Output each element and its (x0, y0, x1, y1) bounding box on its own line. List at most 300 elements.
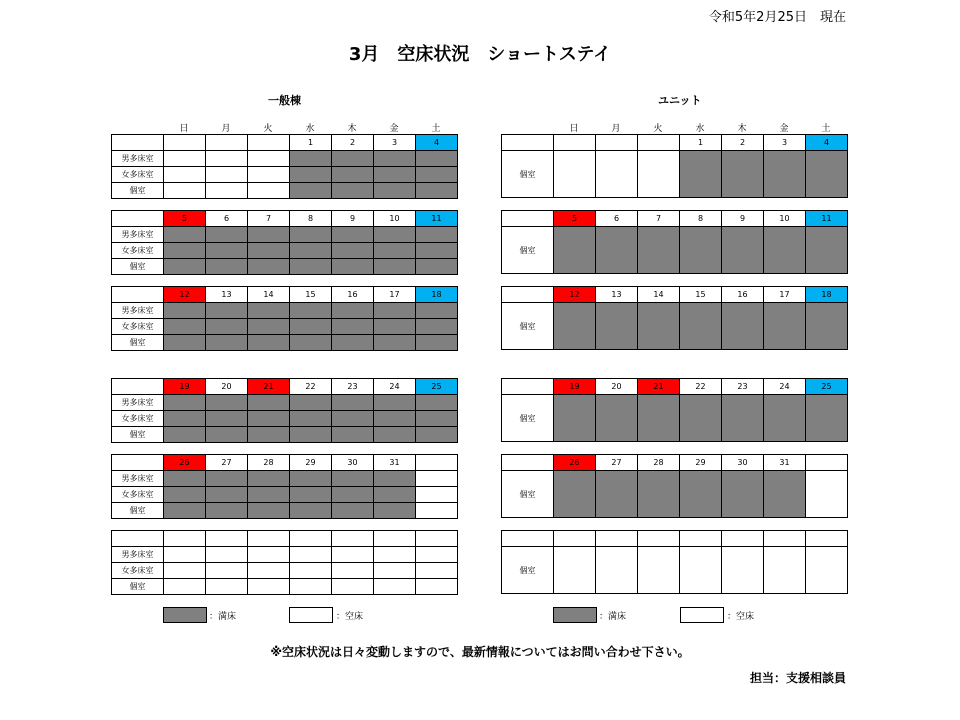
status-cell-full (206, 243, 248, 259)
general-day-header: 日 (179, 124, 189, 134)
date-row-corner (112, 135, 164, 151)
room-type-label: 個室 (112, 335, 164, 351)
current-date: 令和5年2月25日 現在 (708, 10, 846, 25)
status-cell-full (206, 487, 248, 503)
status-cell-empty (164, 151, 206, 167)
date-cell (596, 135, 638, 151)
status-cell-full (764, 303, 806, 350)
status-cell-full (206, 319, 248, 335)
date-cell (332, 531, 374, 547)
status-cell-full (290, 319, 332, 335)
status-cell-full (164, 395, 206, 411)
status-cell-empty (248, 183, 290, 199)
status-cell-full (290, 259, 332, 275)
general-week-block (111, 454, 458, 519)
status-cell-full (416, 335, 458, 351)
legend-empty-swatch (289, 607, 333, 623)
unit-week-block (501, 134, 848, 198)
status-cell-full (290, 503, 332, 519)
status-cell-full (374, 167, 416, 183)
room-type-label: 女多床室 (112, 411, 164, 427)
date-row-corner (502, 135, 554, 151)
date-row-corner (502, 379, 554, 395)
status-cell-empty (206, 547, 248, 563)
status-cell-full (554, 227, 596, 274)
room-type-label: 女多床室 (112, 243, 164, 259)
date-cell: 20 (596, 379, 638, 395)
date-cell: 23 (722, 379, 764, 395)
status-cell-full (722, 395, 764, 442)
status-cell-full (206, 303, 248, 319)
date-cell: 2 (722, 135, 764, 151)
date-cell: 5 (554, 211, 596, 227)
status-cell-full (290, 487, 332, 503)
date-cell: 17 (374, 287, 416, 303)
date-cell: 26 (164, 455, 206, 471)
status-cell-full (416, 183, 458, 199)
unit-day-header: 金 (779, 124, 789, 134)
room-type-label: 個室 (502, 395, 554, 442)
date-cell: 22 (290, 379, 332, 395)
status-cell-empty (416, 487, 458, 503)
general-day-header: 金 (389, 124, 399, 134)
status-cell-empty (806, 547, 848, 594)
unit-day-header: 日 (569, 124, 579, 134)
date-cell: 27 (596, 455, 638, 471)
status-cell-empty (164, 547, 206, 563)
status-cell-empty (290, 579, 332, 595)
date-cell: 22 (680, 379, 722, 395)
date-cell: 18 (806, 287, 848, 303)
status-cell-full (332, 151, 374, 167)
status-cell-full (248, 503, 290, 519)
date-cell (416, 455, 458, 471)
status-cell-full (554, 303, 596, 350)
status-cell-full (374, 183, 416, 199)
status-cell-full (596, 227, 638, 274)
general-week-block (111, 378, 458, 443)
status-cell-empty (290, 563, 332, 579)
date-row-corner (112, 531, 164, 547)
status-cell-full (416, 167, 458, 183)
status-cell-full (680, 471, 722, 518)
unit-day-header: 土 (821, 124, 831, 134)
date-cell (596, 531, 638, 547)
status-cell-full (374, 151, 416, 167)
date-cell: 3 (374, 135, 416, 151)
status-cell-full (374, 335, 416, 351)
status-cell-full (416, 259, 458, 275)
status-cell-full (638, 395, 680, 442)
status-cell-empty (416, 563, 458, 579)
status-cell-empty (206, 167, 248, 183)
status-cell-full (332, 183, 374, 199)
status-cell-empty (206, 183, 248, 199)
status-cell-full (206, 411, 248, 427)
general-day-header: 火 (263, 124, 273, 134)
status-cell-full (416, 243, 458, 259)
date-cell: 14 (638, 287, 680, 303)
room-type-label: 男多床室 (112, 547, 164, 563)
status-cell-full (248, 227, 290, 243)
unit-week-block (501, 530, 848, 594)
date-cell: 1 (290, 135, 332, 151)
status-cell-empty (374, 547, 416, 563)
status-cell-empty (722, 547, 764, 594)
date-cell (248, 135, 290, 151)
status-cell-full (248, 319, 290, 335)
status-cell-full (374, 411, 416, 427)
status-cell-full (290, 303, 332, 319)
status-cell-empty (416, 471, 458, 487)
status-cell-full (806, 227, 848, 274)
date-cell (164, 531, 206, 547)
status-cell-empty (248, 151, 290, 167)
date-cell (638, 135, 680, 151)
date-cell: 8 (680, 211, 722, 227)
status-cell-full (332, 303, 374, 319)
status-cell-full (332, 227, 374, 243)
date-row-corner (112, 287, 164, 303)
status-cell-full (164, 471, 206, 487)
date-cell: 10 (764, 211, 806, 227)
status-cell-empty (596, 151, 638, 198)
status-cell-full (596, 471, 638, 518)
date-cell (638, 531, 680, 547)
status-cell-empty (416, 503, 458, 519)
status-cell-full (680, 227, 722, 274)
date-cell: 20 (206, 379, 248, 395)
status-cell-full (554, 395, 596, 442)
status-cell-full (206, 395, 248, 411)
status-cell-full (164, 503, 206, 519)
date-cell: 1 (680, 135, 722, 151)
room-type-label: 個室 (502, 471, 554, 518)
date-row-corner (502, 211, 554, 227)
status-cell-full (596, 303, 638, 350)
date-cell: 17 (764, 287, 806, 303)
date-cell: 21 (638, 379, 680, 395)
general-week-block (111, 210, 458, 275)
status-cell-empty (374, 563, 416, 579)
status-cell-full (416, 303, 458, 319)
general-day-header: 木 (347, 124, 357, 134)
status-cell-full (596, 395, 638, 442)
status-cell-empty (206, 579, 248, 595)
date-cell: 19 (554, 379, 596, 395)
status-cell-full (416, 319, 458, 335)
status-cell-empty (554, 547, 596, 594)
status-cell-empty (248, 579, 290, 595)
room-type-label: 女多床室 (112, 319, 164, 335)
date-cell: 12 (554, 287, 596, 303)
status-cell-empty (638, 151, 680, 198)
status-cell-full (332, 503, 374, 519)
status-cell-empty (164, 563, 206, 579)
general-week-block (111, 134, 458, 199)
room-type-label: 男多床室 (112, 151, 164, 167)
status-cell-full (332, 167, 374, 183)
status-cell-empty (164, 579, 206, 595)
room-type-label: 個室 (112, 427, 164, 443)
status-cell-full (680, 303, 722, 350)
legend-full-swatch (163, 607, 207, 623)
date-cell: 3 (764, 135, 806, 151)
status-cell-full (638, 227, 680, 274)
status-cell-full (290, 183, 332, 199)
date-cell (554, 531, 596, 547)
room-type-label: 個室 (502, 547, 554, 594)
status-cell-full (164, 319, 206, 335)
date-cell (680, 531, 722, 547)
room-type-label: 女多床室 (112, 487, 164, 503)
unit-day-header: 水 (695, 124, 705, 134)
status-cell-full (332, 427, 374, 443)
status-cell-full (164, 227, 206, 243)
unit-week-block (501, 454, 848, 518)
room-type-label: 個室 (112, 579, 164, 595)
date-cell: 2 (332, 135, 374, 151)
status-cell-full (374, 243, 416, 259)
status-cell-full (290, 335, 332, 351)
unit-ward-title: ユニット (658, 94, 702, 107)
status-cell-full (248, 487, 290, 503)
room-type-label: 個室 (502, 227, 554, 274)
status-cell-empty (332, 547, 374, 563)
status-cell-full (248, 303, 290, 319)
status-cell-full (374, 303, 416, 319)
status-cell-full (374, 227, 416, 243)
status-cell-full (248, 411, 290, 427)
status-cell-full (416, 151, 458, 167)
status-cell-full (332, 487, 374, 503)
status-cell-full (806, 303, 848, 350)
status-cell-empty (248, 167, 290, 183)
status-cell-full (374, 319, 416, 335)
general-week-block (111, 286, 458, 351)
date-cell: 6 (596, 211, 638, 227)
status-cell-full (290, 427, 332, 443)
date-cell: 30 (722, 455, 764, 471)
date-cell: 28 (638, 455, 680, 471)
date-cell (722, 531, 764, 547)
date-cell: 7 (248, 211, 290, 227)
date-row-corner (112, 211, 164, 227)
date-cell (290, 531, 332, 547)
date-cell (554, 135, 596, 151)
status-cell-empty (416, 579, 458, 595)
date-cell: 25 (806, 379, 848, 395)
room-type-label: 女多床室 (112, 563, 164, 579)
status-cell-empty (680, 547, 722, 594)
status-cell-empty (332, 579, 374, 595)
room-type-label: 男多床室 (112, 227, 164, 243)
status-cell-full (416, 427, 458, 443)
status-cell-empty (638, 547, 680, 594)
date-cell: 24 (374, 379, 416, 395)
date-cell: 16 (332, 287, 374, 303)
status-cell-full (416, 411, 458, 427)
date-cell: 31 (374, 455, 416, 471)
status-cell-empty (164, 183, 206, 199)
status-cell-empty (806, 471, 848, 518)
date-cell: 19 (164, 379, 206, 395)
status-cell-full (374, 471, 416, 487)
status-cell-full (554, 471, 596, 518)
status-cell-full (374, 487, 416, 503)
status-cell-full (722, 471, 764, 518)
date-cell (806, 531, 848, 547)
status-cell-full (206, 503, 248, 519)
status-cell-full (248, 243, 290, 259)
status-cell-full (164, 259, 206, 275)
status-cell-empty (764, 547, 806, 594)
room-type-label: 個室 (502, 151, 554, 198)
status-cell-full (332, 335, 374, 351)
status-cell-full (332, 259, 374, 275)
status-cell-full (248, 427, 290, 443)
status-cell-full (416, 395, 458, 411)
date-cell (206, 135, 248, 151)
date-cell: 25 (416, 379, 458, 395)
date-cell: 27 (206, 455, 248, 471)
status-cell-full (722, 151, 764, 198)
status-cell-empty (206, 563, 248, 579)
status-cell-empty (554, 151, 596, 198)
room-type-label: 個室 (502, 303, 554, 350)
room-type-label: 男多床室 (112, 303, 164, 319)
status-cell-full (416, 227, 458, 243)
status-cell-full (374, 395, 416, 411)
status-cell-empty (206, 151, 248, 167)
legend-full-label: ：満床 (209, 612, 237, 622)
status-cell-full (374, 259, 416, 275)
status-cell-full (248, 395, 290, 411)
status-cell-full (374, 503, 416, 519)
status-cell-full (638, 471, 680, 518)
status-cell-full (722, 227, 764, 274)
date-cell: 21 (248, 379, 290, 395)
general-week-block (111, 530, 458, 595)
status-cell-empty (596, 547, 638, 594)
status-cell-full (680, 395, 722, 442)
room-type-label: 男多床室 (112, 395, 164, 411)
status-cell-full (248, 335, 290, 351)
general-day-header: 水 (305, 124, 315, 134)
date-cell: 9 (722, 211, 764, 227)
staff-contact: 担当：支援相談員 (749, 671, 846, 685)
date-cell (374, 531, 416, 547)
date-cell: 29 (680, 455, 722, 471)
date-cell: 24 (764, 379, 806, 395)
status-cell-full (164, 303, 206, 319)
date-cell: 18 (416, 287, 458, 303)
unit-day-header: 月 (611, 124, 621, 134)
date-cell: 12 (164, 287, 206, 303)
status-cell-full (806, 395, 848, 442)
status-cell-full (332, 243, 374, 259)
room-type-label: 女多床室 (112, 167, 164, 183)
date-cell: 11 (806, 211, 848, 227)
date-cell: 13 (206, 287, 248, 303)
date-cell: 6 (206, 211, 248, 227)
date-cell: 9 (332, 211, 374, 227)
status-cell-full (164, 487, 206, 503)
date-row-corner (502, 287, 554, 303)
legend-full-label-unit: ：満床 (599, 612, 627, 622)
status-cell-full (290, 411, 332, 427)
room-type-label: 個室 (112, 183, 164, 199)
legend-empty-swatch-unit (680, 607, 724, 623)
room-type-label: 個室 (112, 503, 164, 519)
date-cell: 4 (416, 135, 458, 151)
date-cell: 30 (332, 455, 374, 471)
date-cell: 15 (680, 287, 722, 303)
status-cell-full (764, 151, 806, 198)
room-type-label: 男多床室 (112, 471, 164, 487)
status-cell-full (248, 471, 290, 487)
notice-text: ※空床状況は日々変動しますので、最新情報についてはお問い合わせ下さい。 (270, 645, 690, 659)
status-cell-empty (164, 167, 206, 183)
unit-week-block (501, 286, 848, 350)
date-row-corner (502, 531, 554, 547)
status-cell-full (638, 303, 680, 350)
status-cell-full (164, 243, 206, 259)
status-cell-full (290, 227, 332, 243)
date-row-corner (112, 379, 164, 395)
date-cell (806, 455, 848, 471)
status-cell-full (164, 411, 206, 427)
status-cell-empty (248, 563, 290, 579)
general-day-header: 土 (431, 124, 441, 134)
date-cell (164, 135, 206, 151)
status-cell-full (806, 151, 848, 198)
status-cell-full (248, 259, 290, 275)
status-cell-full (290, 395, 332, 411)
status-cell-full (764, 471, 806, 518)
status-cell-full (332, 471, 374, 487)
status-cell-full (164, 335, 206, 351)
status-cell-full (764, 227, 806, 274)
unit-week-block (501, 378, 848, 442)
date-cell: 5 (164, 211, 206, 227)
general-ward-title: 一般棟 (268, 94, 301, 107)
date-cell: 7 (638, 211, 680, 227)
date-cell (248, 531, 290, 547)
status-cell-full (206, 227, 248, 243)
room-type-label: 個室 (112, 259, 164, 275)
date-cell (206, 531, 248, 547)
date-cell: 10 (374, 211, 416, 227)
date-cell: 31 (764, 455, 806, 471)
date-cell: 11 (416, 211, 458, 227)
page-title: 3月 空床状況 ショートステイ (348, 44, 612, 65)
status-cell-full (332, 395, 374, 411)
status-cell-full (680, 151, 722, 198)
legend-empty-label-unit: ：空床 (727, 612, 755, 622)
general-day-header: 月 (221, 124, 231, 134)
unit-day-header: 火 (653, 124, 663, 134)
status-cell-empty (332, 563, 374, 579)
status-cell-full (374, 427, 416, 443)
date-cell: 28 (248, 455, 290, 471)
status-cell-empty (374, 579, 416, 595)
unit-week-block (501, 210, 848, 274)
date-cell: 4 (806, 135, 848, 151)
status-cell-full (206, 471, 248, 487)
status-cell-full (206, 259, 248, 275)
date-cell: 23 (332, 379, 374, 395)
